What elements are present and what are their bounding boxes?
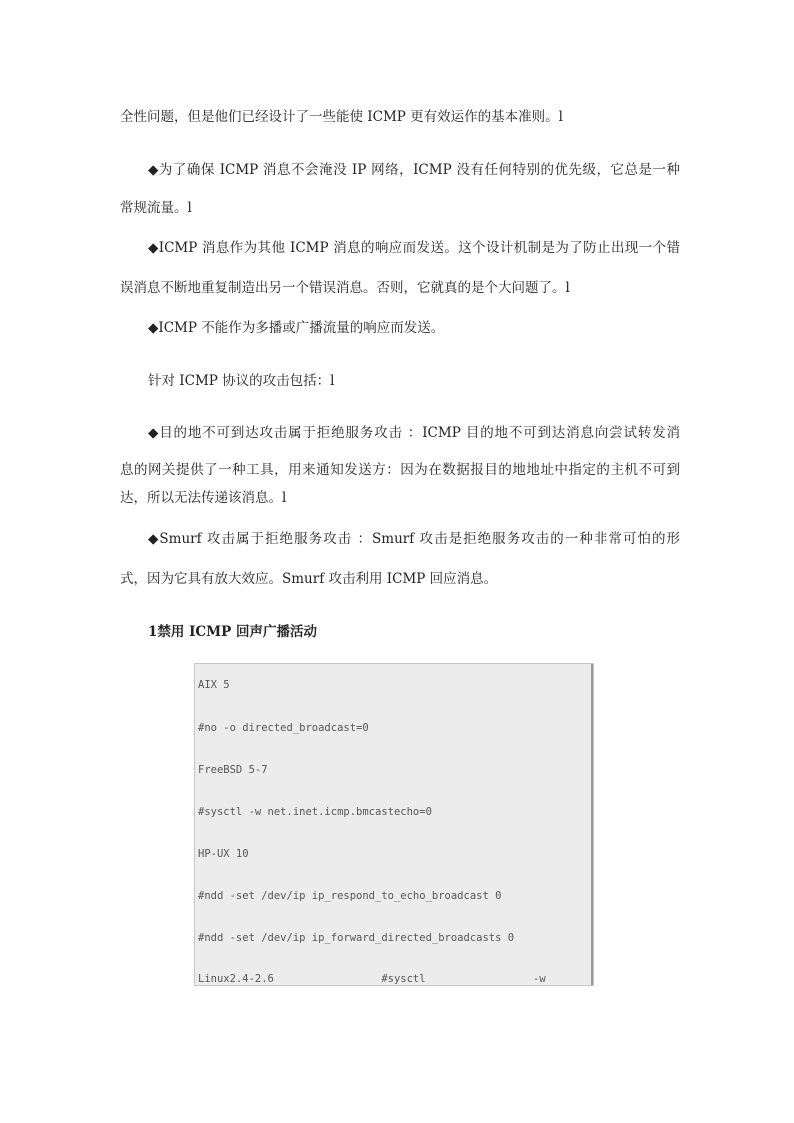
code-line: Linux2.4-2.6 #sysctl -w bbox=[198, 973, 546, 985]
paragraph-line: 误消息不断地重复制造出另一个错误消息。否则，它就真的是个大问题了。l bbox=[120, 280, 570, 296]
paragraph-line: 常规流量。l bbox=[120, 200, 192, 216]
paragraph-line: ◆目的地不可到达攻击属于拒绝服务攻击 ：ICMP 目的地不可到达消息向尝试转发消 bbox=[148, 425, 680, 441]
section-heading: 1禁用 ICMP 回声广播活动 bbox=[148, 624, 317, 640]
code-line: #ndd -set /dev/ip ip_respond_to_echo_broadcast 0 bbox=[198, 890, 502, 902]
code-line: #ndd -set /dev/ip ip_forward_directed_broadcasts 0 bbox=[198, 932, 515, 944]
code-block bbox=[194, 663, 594, 986]
code-line: FreeBSD 5-7 bbox=[198, 764, 268, 776]
code-line: HP-UX 10 bbox=[198, 848, 249, 860]
paragraph-line: ◆ICMP 消息作为其他 ICMP 消息的响应而发送。这个设计机制是为了防止出现一个错 bbox=[148, 240, 680, 256]
code-block-border bbox=[591, 664, 593, 985]
paragraph-line: 达，所以无法传递该消息。l bbox=[120, 490, 287, 506]
paragraph-line: ◆ICMP 不能作为多播或广播流量的响应而发送。 bbox=[148, 320, 445, 336]
code-line: AIX 5 bbox=[198, 679, 230, 691]
paragraph-line: 式，因为它具有放大效应。Smurf 攻击利用 ICMP 回应消息。 bbox=[120, 571, 498, 587]
paragraph-line: 针对 ICMP 协议的攻击包括：l bbox=[148, 373, 335, 389]
paragraph-line: ◆Smurf 攻击属于拒绝服务攻击 ：Smurf 攻击是拒绝服务攻击的一种非常可怕的形 bbox=[148, 531, 680, 547]
paragraph-line: ◆为了确保 ICMP 消息不会淹没 IP 网络，ICMP 没有任何特别的优先级，它总是一种 bbox=[148, 162, 680, 178]
paragraph-line: 全性问题，但是他们已经设计了一些能使 ICMP 更有效运作的基本准则。l bbox=[120, 109, 563, 125]
code-line: #no -o directed_broadcast=0 bbox=[198, 722, 369, 734]
code-line: #sysctl -w net.inet.icmp.bmcastecho=0 bbox=[198, 806, 432, 818]
paragraph-line: 息的网关提供了一种工具，用来通知发送方：因为在数据报目的地地址中指定的主机不可到 bbox=[120, 462, 680, 478]
